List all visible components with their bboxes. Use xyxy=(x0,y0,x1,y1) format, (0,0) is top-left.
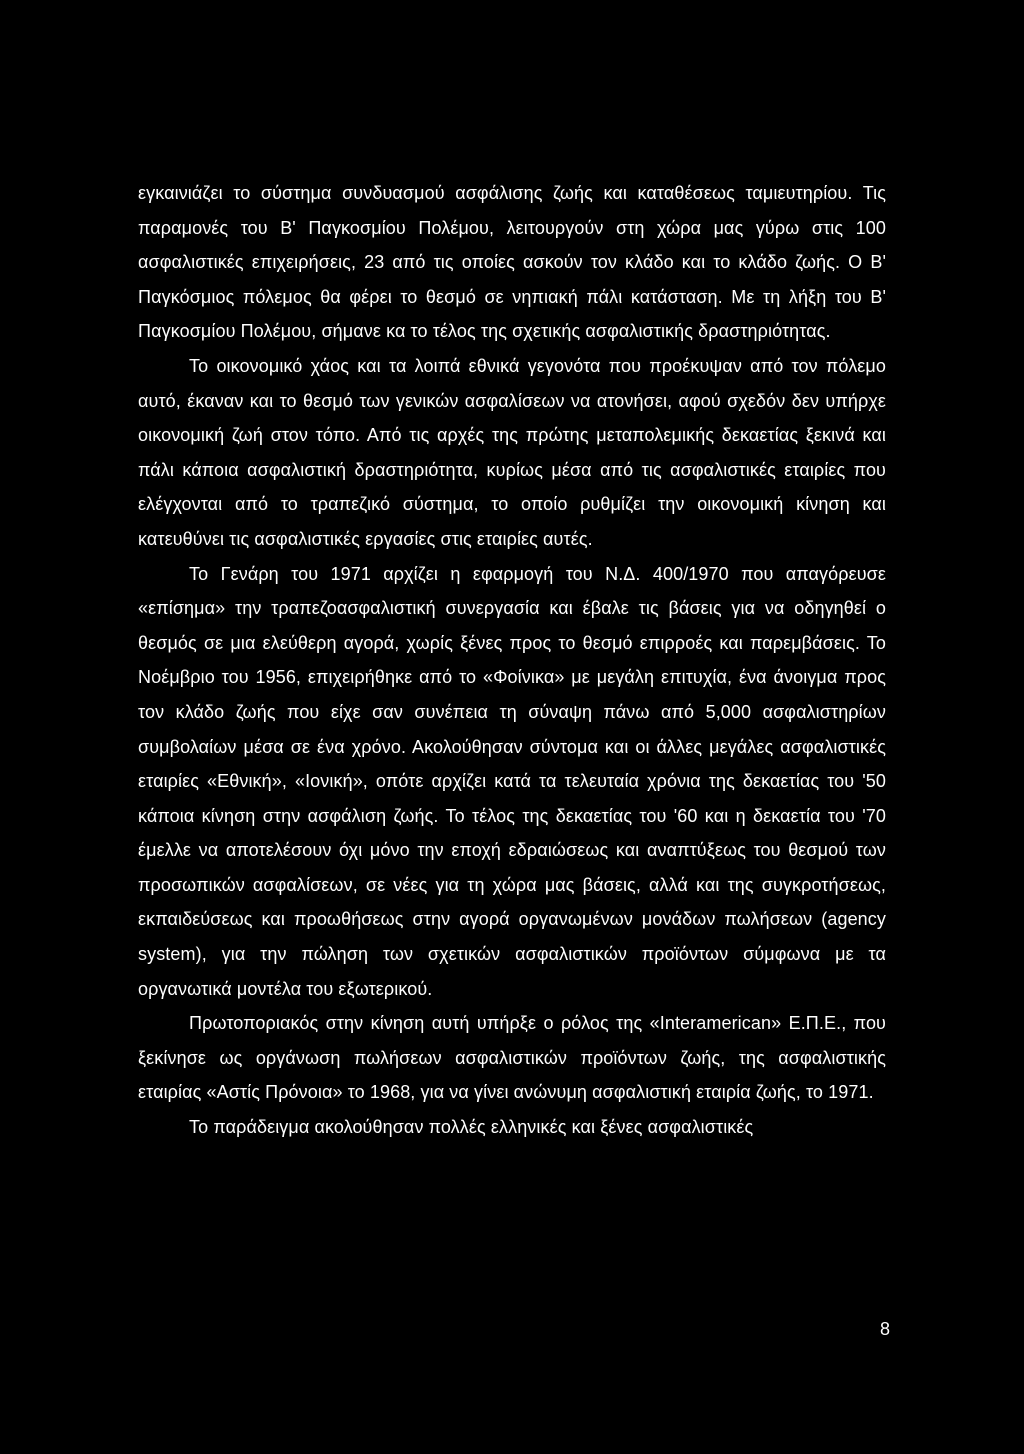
paragraph-2: Το οικονομικό χάος και τα λοιπά εθνικά γεγονότα που προέκυψαν από τον πόλεμο αυτό, έκαναν και το θεσμό των γενικών ασφαλίσεων να ατονήσει, αφού σχεδόν δεν υπήρχε οικονομική ζωή στον τόπο. Από τις αρχές της πρώτης μεταπολεμικής δεκαετίας ξεκινά και πάλι κάποια ασφαλιστική δραστηριότητα, κυρίως μέσα από τις ασφαλιστικές εταιρίες που ελέγχονται από το τραπεζικό σύστημα, το οποίο ρυθμίζει την οικονομική κίνηση και κατευθύνει τις ασφαλιστικές εργασίες στις εταιρίες αυτές. xyxy=(138,355,886,549)
page-number: 8 xyxy=(879,1319,890,1339)
paragraph-4: Πρωτοποριακός στην κίνηση αυτή υπήρξε ο ρόλος της «Interamerican» Ε.Π.Ε., που ξεκίνησε ως οργάνωση πωλήσεων ασφαλιστικών προϊόντων ζωής, της ασφαλιστικής εταιρίας «Αστίς Πρόνοια» το 1968, για να γίνει ανώνυμη ασφαλιστική εταιρία ζωής, το 1971. xyxy=(138,1013,886,1103)
paragraph-3: Το Γενάρη του 1971 αρχίζει η εφαρμογή του Ν.Δ. 400/1970 που απαγόρευσε «επίσημα» την τραπεζοασφαλιστική συνεργασία και έβαλε τις βάσεις για να οδηγηθεί ο θεσμός σε μια ελεύθερη αγορά, χωρίς ξένες προς το θεσμό επιρροές και παρεμβάσεις. Το Νοέμβριο του 1956, επιχειρήθηκε από το «Φοίνικα» με μεγάλη επιτυχία, ένα άνοιγμα προς τον κλάδο ζωής που είχε σαν συνέπεια τη σύναψη πάνω από 5,000 ασφαλιστηρίων συμβολαίων μέσα σε ένα χρόνο. Ακολούθησαν σύντομα και οι άλλες μεγάλες ασφαλιστικές εταιρίες «Εθνική», «Ιονική», οπότε αρχίζει κατά τα τελευταία χρόνια της δεκαετίας του '50 κάποια κίνηση στην ασφάλιση ζωής. Το τέλος της δεκαετίας του '60 και η δεκαετία του '70 έμελλε να αποτελέσουν όχι μόνο την εποχή εδραιώσεως και αναπτύξεως του θεσμού των προσωπικών ασφαλίσεων, σε νέες για τη χώρα μας βάσεις, αλλά και της συγκροτήσεως, εκπαιδεύσεως και προωθήσεως στην αγορά οργανωμένων μονάδων πωλήσεων (agency system), για την πώληση των σχετικών ασφαλιστικών προϊόντων σύμφωνα με τα οργανωτικά μοντέλα του εξωτερικού. xyxy=(138,563,886,999)
paragraph-1: εγκαινιάζει το σύστημα συνδυασμού ασφάλισης ζωής και καταθέσεως ταμιευτηρίου. Τις παραμονές του Β' Παγκοσμίου Πολέμου, λειτουργούν στη χώρα μας γύρω στις 100 ασφαλιστικές επιχειρήσεις, 23 από τις οποίες ασκούν τον κλάδο και το κλάδο ζωής. Ο Β' Παγκόσμιος πόλεμος θα φέρει το θεσμό σε νηπιακή πάλι κατάσταση. Με τη λήξη του Β' Παγκοσμίου Πολέμου, σήμανε κα το τέλος της σχετικής ασφαλιστικής δραστηριότητας. xyxy=(138,183,886,342)
paragraph-5: Το παράδειγμα ακολούθησαν πολλές ελληνικές και ξένες ασφαλιστικές xyxy=(189,1117,754,1138)
body-text xyxy=(138,176,886,1145)
